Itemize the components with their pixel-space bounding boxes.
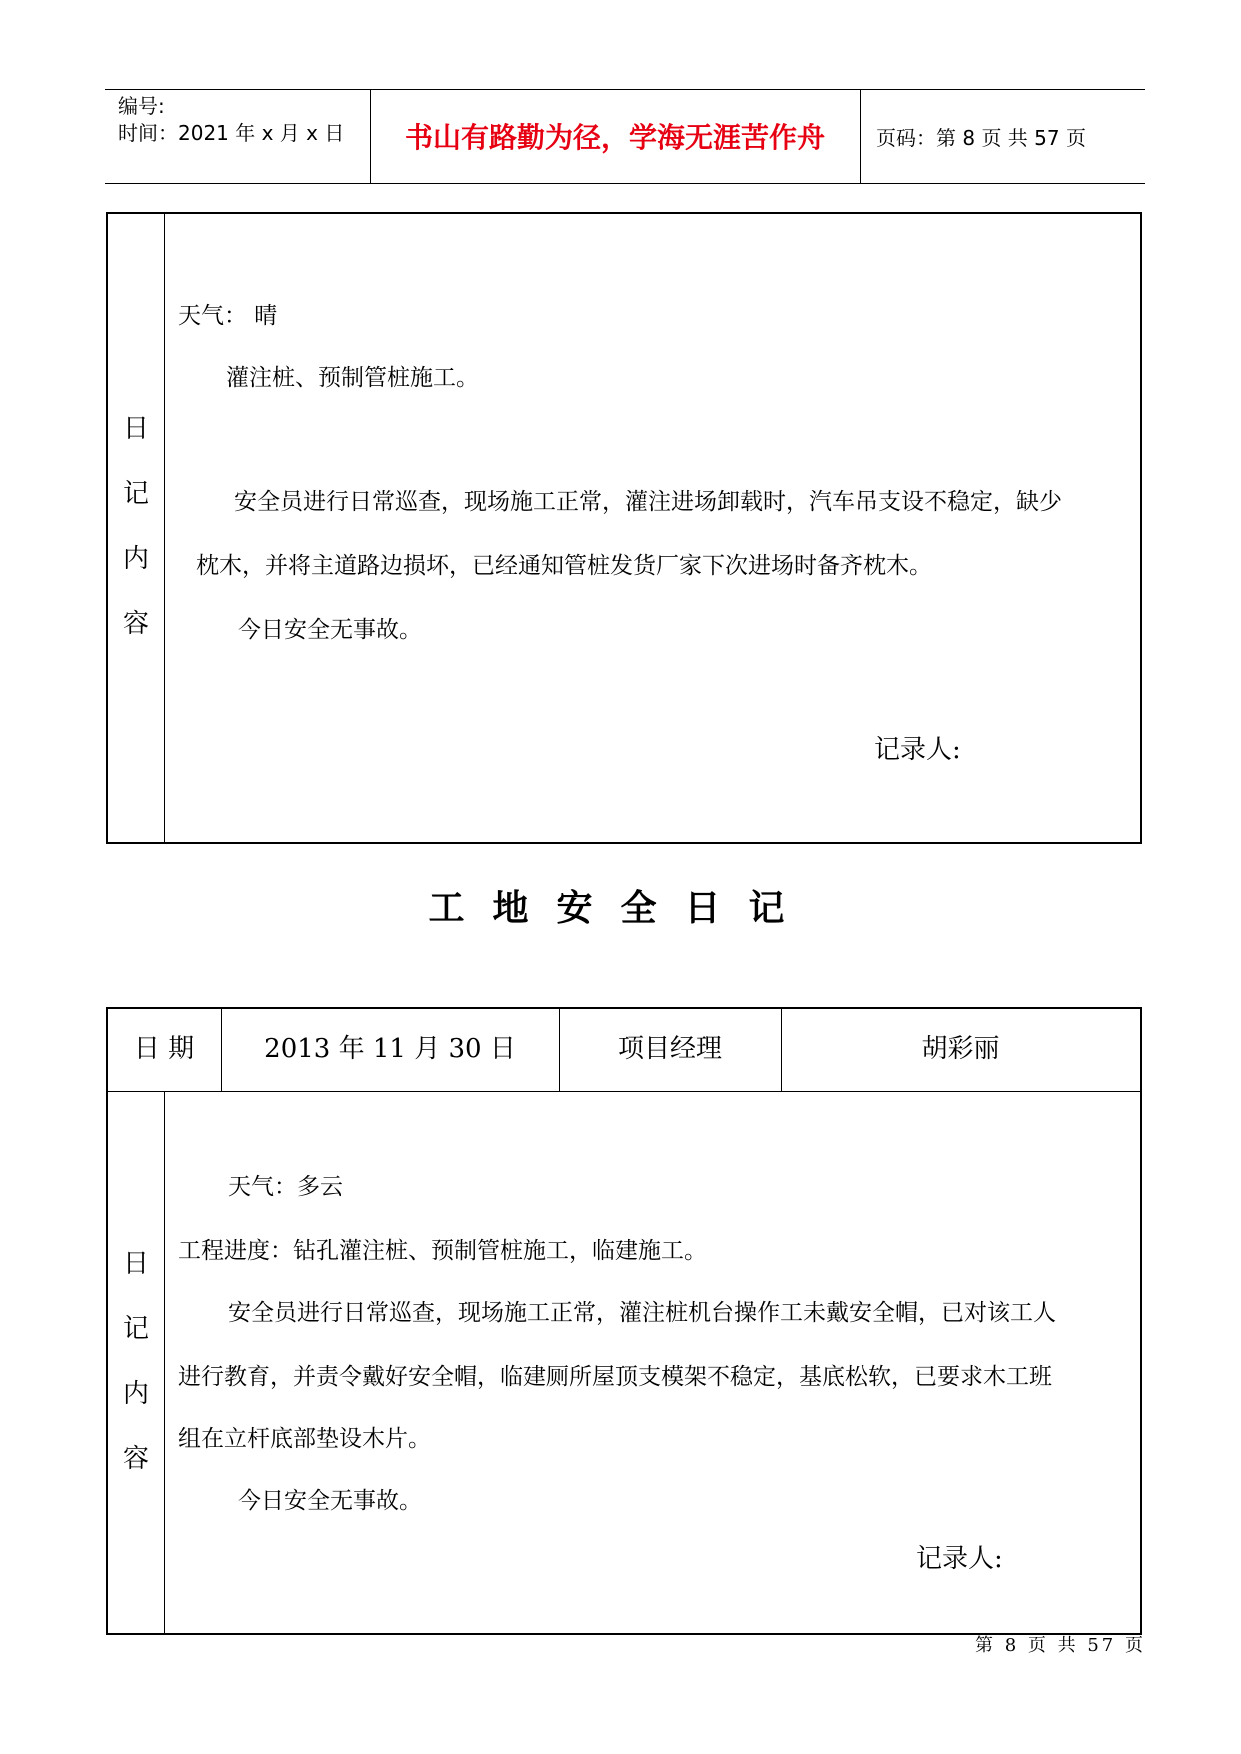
footer-page-number: 第 8 页 共 57 页 bbox=[975, 1635, 1146, 1656]
side-label-char-1: 日 bbox=[122, 414, 149, 444]
header-top-rule bbox=[105, 89, 1145, 90]
weather-text: 天气： 晴 bbox=[178, 303, 278, 329]
side-label-char-4: 容 bbox=[122, 609, 149, 639]
side-label-char-2: 记 bbox=[122, 1314, 149, 1344]
side-label-column bbox=[108, 214, 165, 842]
side-label-char-2: 记 bbox=[122, 479, 149, 509]
header-row-rule bbox=[108, 1091, 1140, 1092]
header-bottom-rule bbox=[105, 183, 1145, 184]
date-label: 日 期 bbox=[133, 1034, 195, 1064]
weather-text: 天气：多云 bbox=[228, 1174, 343, 1200]
progress-text: 灌注桩、预制管桩施工。 bbox=[226, 365, 479, 391]
side-label-char-4: 容 bbox=[122, 1444, 149, 1474]
time-label: 时间：2021 年 x 月 x 日 bbox=[118, 121, 345, 145]
manager-value: 胡彩丽 bbox=[921, 1034, 1000, 1064]
safety-text: 今日安全无事故。 bbox=[238, 617, 422, 643]
page-title: 工地安全日记 bbox=[428, 888, 813, 929]
manager-label: 项目经理 bbox=[617, 1034, 722, 1064]
motto: 书山有路勤为径，学海无涯苦作舟 bbox=[404, 121, 825, 154]
side-label-char-3: 内 bbox=[122, 1379, 149, 1409]
progress-text: 工程进度：钻孔灌注桩、预制管桩施工，临建施工。 bbox=[178, 1238, 707, 1264]
safety-text: 今日安全无事故。 bbox=[238, 1488, 422, 1514]
inspection-line-2: 进行教育，并责令戴好安全帽，临建厕所屋顶支模架不稳定，基底松软，已要求木工班 bbox=[178, 1364, 1052, 1390]
diary-entry-2 bbox=[106, 1007, 1142, 1635]
inspection-line-2: 枕木，并将主道路边损坏，已经通知管桩发货厂家下次进场时备齐枕木。 bbox=[196, 553, 932, 579]
page-code: 页码：第 8 页 共 57 页 bbox=[876, 126, 1086, 150]
side-label-column bbox=[108, 1091, 165, 1633]
serial-label: 编号: bbox=[118, 94, 165, 118]
inspection-line-1: 安全员进行日常巡查，现场施工正常，灌注进场卸载时，汽车吊支设不稳定，缺少 bbox=[234, 489, 1062, 515]
side-label-char-1: 日 bbox=[122, 1249, 149, 1279]
inspection-line-3: 组在立杆底部垫设木片。 bbox=[178, 1426, 431, 1452]
side-label-char-3: 内 bbox=[122, 544, 149, 574]
date-value: 2013 年 11 月 30 日 bbox=[264, 1034, 516, 1064]
recorder-label: 记录人: bbox=[916, 1544, 1003, 1574]
diary-entry-1 bbox=[106, 212, 1142, 844]
recorder-label: 记录人: bbox=[874, 735, 961, 765]
inspection-line-1: 安全员进行日常巡查，现场施工正常，灌注桩机台操作工未戴安全帽，已对该工人 bbox=[228, 1300, 1056, 1326]
header-divider-right bbox=[860, 89, 861, 183]
